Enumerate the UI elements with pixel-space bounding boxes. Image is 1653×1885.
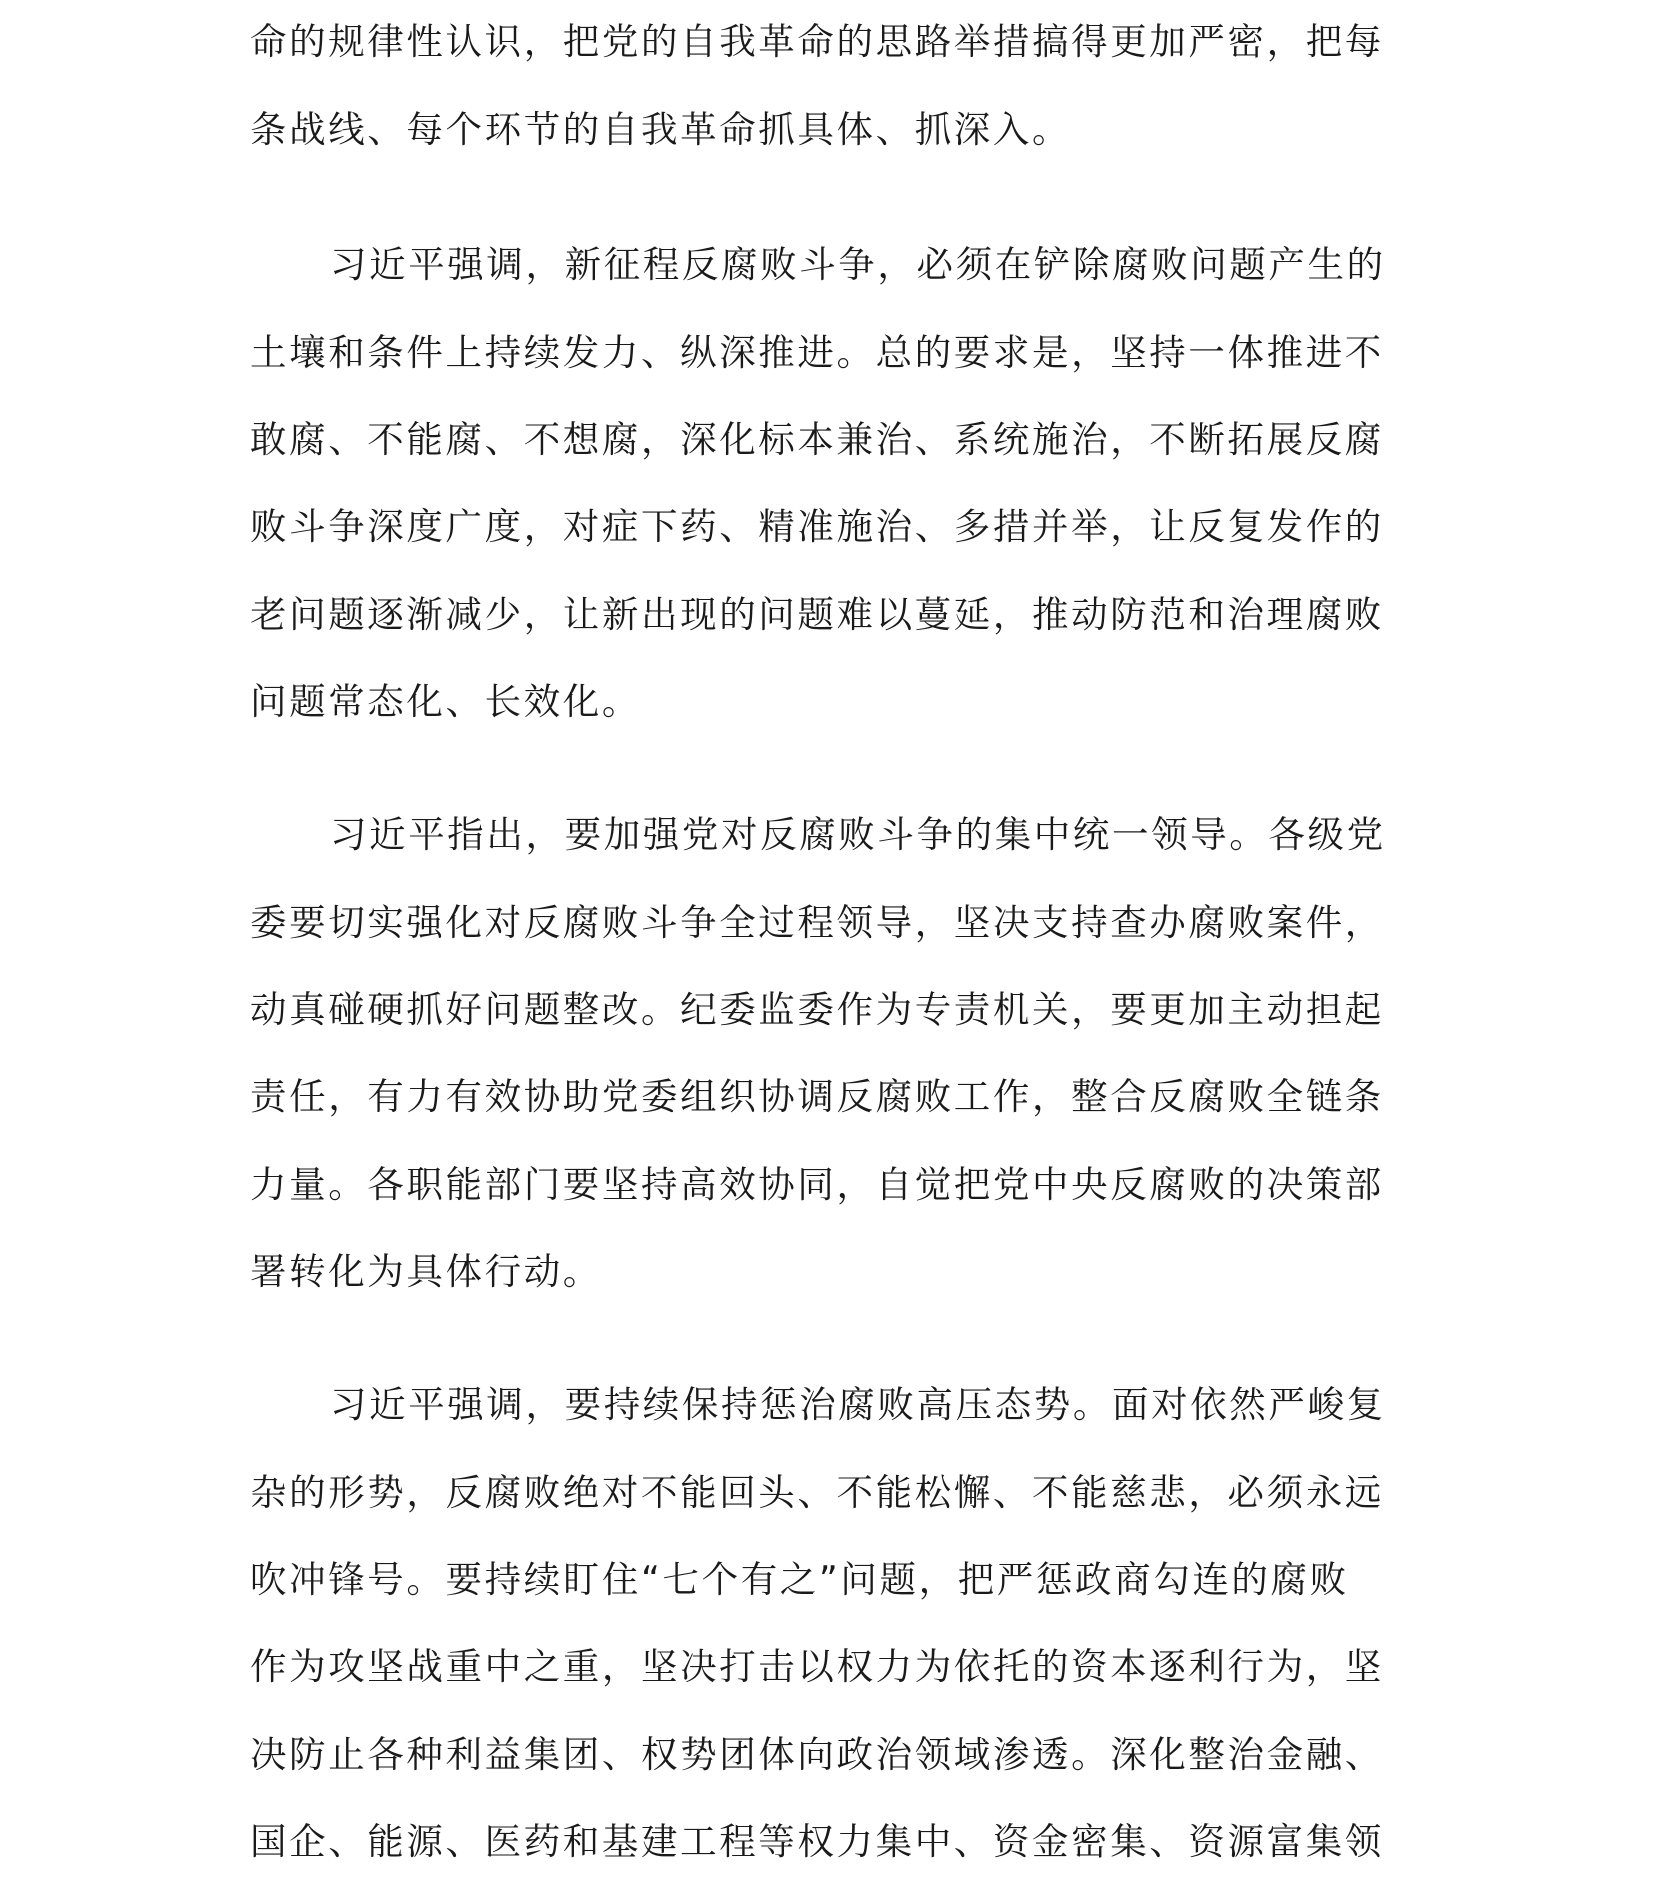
paragraph-line: 决防止各种利益集团、权势团体向政治领域渗透。深化整治金融、 xyxy=(250,1733,1384,1776)
paragraph-line: 败斗争深度广度，对症下药、精准施治、多措并举，让反复发作的 xyxy=(250,505,1384,548)
paragraph-line: 作为攻坚战重中之重，坚决打击以权力为依托的资本逐利行为，坚 xyxy=(250,1645,1384,1688)
paragraph-line: 国企、能源、医药和基建工程等权力集中、资金密集、资源富集领 xyxy=(250,1820,1384,1863)
paragraph-line: 委要切实强化对反腐败斗争全过程领导，坚决支持查办腐败案件， xyxy=(250,901,1384,944)
paragraph-line: 吹冲锋号。要持续盯住“七个有之”问题，把严惩政商勾连的腐败 xyxy=(250,1558,1349,1601)
paragraph-line: 动真碰硬抓好问题整改。纪委监委作为专责机关，要更加主动担起 xyxy=(250,988,1384,1031)
paragraph-line: 署转化为具体行动。 xyxy=(250,1250,602,1293)
paragraph-line: 敢腐、不能腐、不想腐，深化标本兼治、系统施治，不断拓展反腐 xyxy=(250,418,1384,461)
paragraph-line: 条战线、每个环节的自我革命抓具体、抓深入。 xyxy=(250,108,1072,151)
paragraph-line: 力量。各职能部门要坚持高效协同，自觉把党中央反腐败的决策部 xyxy=(250,1163,1384,1206)
paragraph-line: 土壤和条件上持续发力、纵深推进。总的要求是，坚持一体推进不 xyxy=(250,331,1384,374)
paragraph-line: 习近平强调，新征程反腐败斗争，必须在铲除腐败问题产生的 xyxy=(330,243,1386,286)
paragraph-line: 问题常态化、长效化。 xyxy=(250,680,641,723)
paragraph-line: 责任，有力有效协助党委组织协调反腐败工作，整合反腐败全链条 xyxy=(250,1075,1384,1118)
paragraph-line: 习近平强调，要持续保持惩治腐败高压态势。面对依然严峻复 xyxy=(330,1383,1386,1426)
paragraph-line: 命的规律性认识，把党的自我革命的思路举措搞得更加严密，把每 xyxy=(250,20,1384,63)
paragraph-line: 杂的形势，反腐败绝对不能回头、不能松懈、不能慈悲，必须永远 xyxy=(250,1471,1384,1514)
paragraph-line: 习近平指出，要加强党对反腐败斗争的集中统一领导。各级党 xyxy=(330,813,1386,856)
paragraph-line: 老问题逐渐减少，让新出现的问题难以蔓延，推动防范和治理腐败 xyxy=(250,593,1384,636)
